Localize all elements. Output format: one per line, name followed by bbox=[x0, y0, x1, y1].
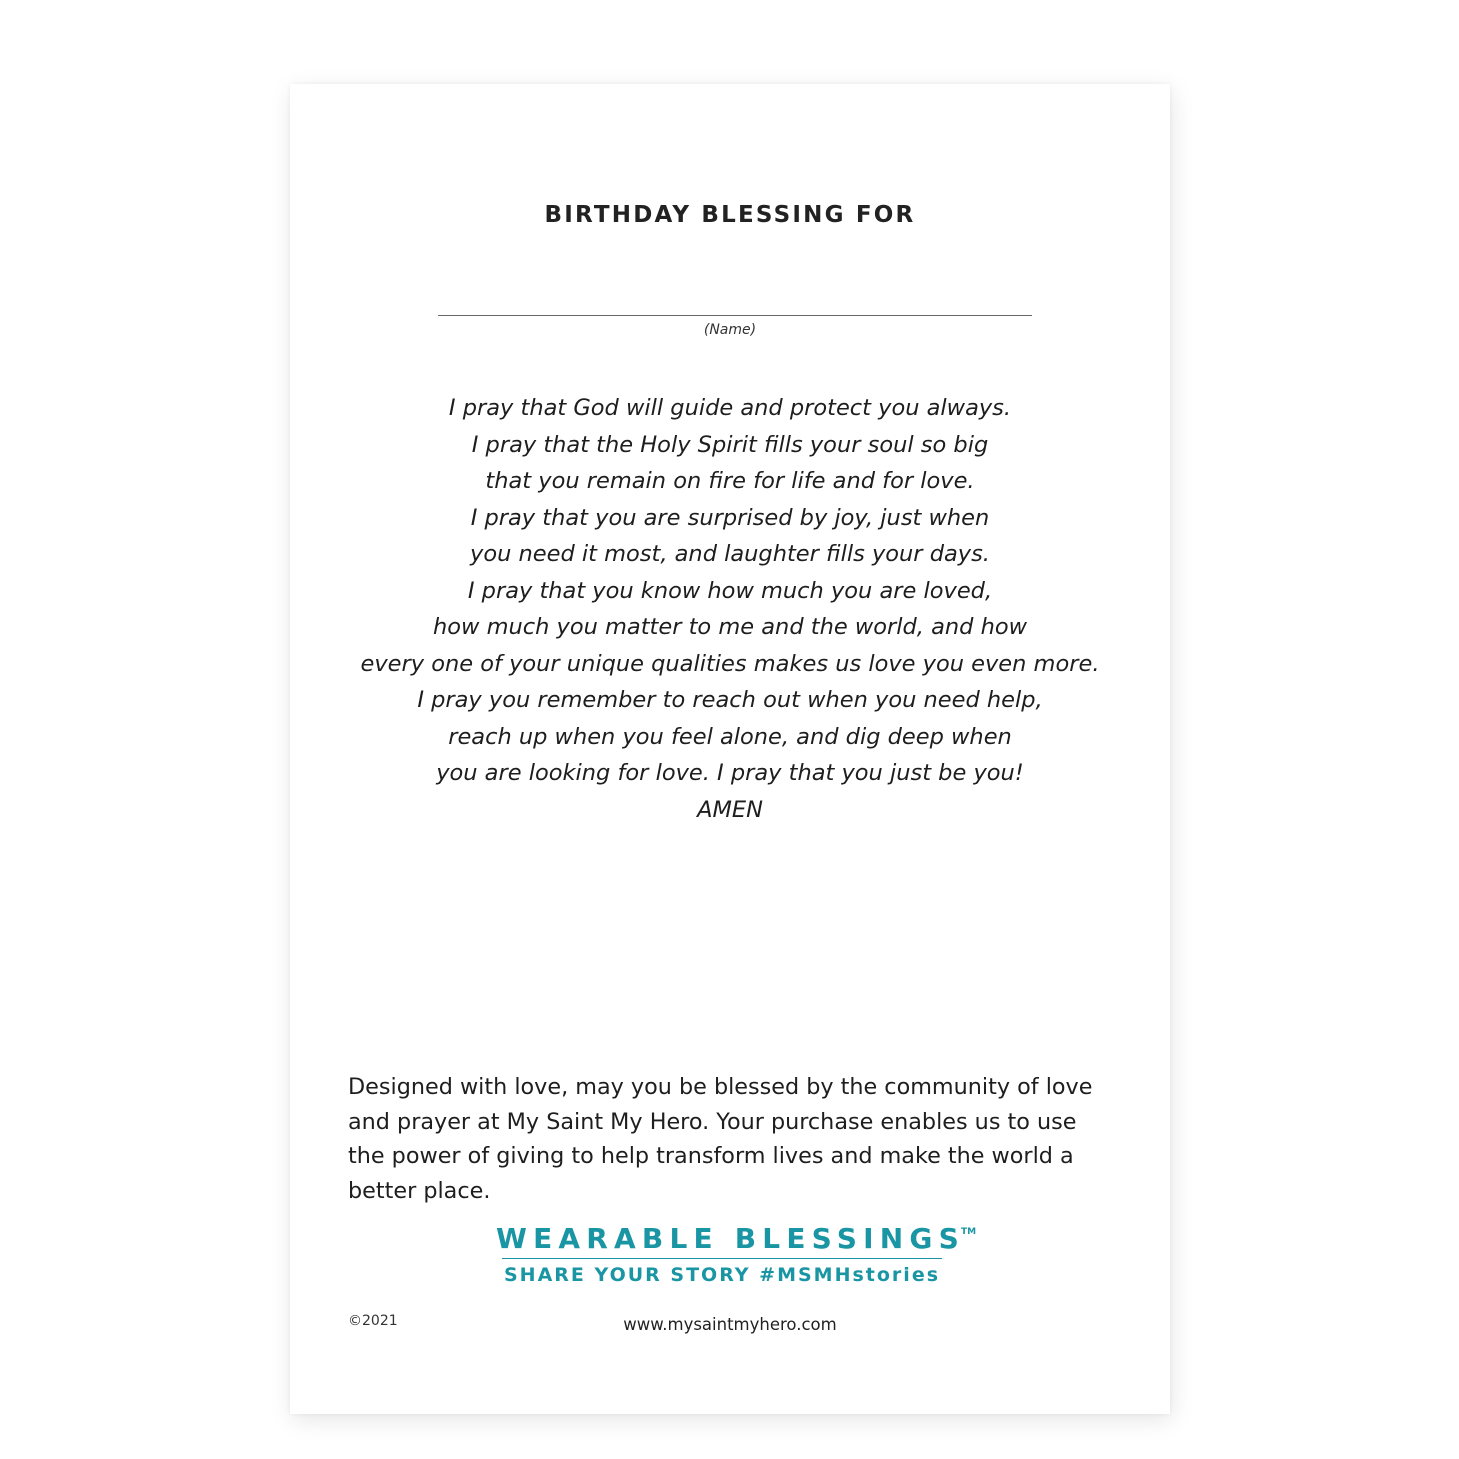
prayer-line: reach up when you feel alone, and dig deep when bbox=[448, 723, 1012, 750]
brand-name bbox=[496, 1222, 977, 1255]
prayer-line: you are looking for love. I pray that you just be you! bbox=[436, 760, 1024, 786]
prayer-line: I pray that God will guide and protect you always. bbox=[448, 395, 1012, 421]
copyright: ©2021 bbox=[348, 1313, 398, 1329]
prayer-line: I pray you remember to reach out when you need help, bbox=[417, 687, 1043, 713]
prayer-line: I pray that you are surprised by joy, just when bbox=[470, 504, 990, 531]
prayer-line: how much you matter to me and the world, and how bbox=[432, 614, 1027, 640]
about-paragraph bbox=[348, 1070, 1128, 1208]
brand-divider bbox=[502, 1258, 942, 1259]
name-blank-line bbox=[438, 315, 1032, 316]
trademark-mark: TM bbox=[960, 1227, 977, 1237]
brand-name-text: WEARABLE BLESSINGS bbox=[496, 1222, 965, 1255]
prayer-line: I pray that you know how much you are loved, bbox=[467, 577, 993, 604]
prayer-amen: AMEN bbox=[697, 796, 763, 823]
blessing-card bbox=[290, 84, 1170, 1414]
prayer-text bbox=[290, 390, 1170, 828]
prayer-line: you need it most, and laughter fills your days. bbox=[470, 541, 990, 567]
name-label: (Name) bbox=[703, 322, 757, 338]
card-title: BIRTHDAY BLESSING FOR bbox=[544, 202, 916, 228]
about-line: better place. bbox=[348, 1177, 491, 1204]
website-url: www.mysaintmyhero.com bbox=[623, 1315, 837, 1334]
brand-tagline: SHARE YOUR STORY #MSMHstories bbox=[503, 1264, 941, 1286]
prayer-line: that you remain on fire for life and for love. bbox=[485, 468, 975, 494]
about-line: the power of giving to help transform lives and make the world a bbox=[348, 1143, 1074, 1169]
brand-logo bbox=[496, 1222, 977, 1286]
prayer-line: I pray that the Holy Spirit fills your soul so big bbox=[471, 431, 989, 458]
about-line: and prayer at My Saint My Hero. Your purchase enables us to use bbox=[348, 1108, 1077, 1135]
prayer-line: every one of your unique qualities makes us love you even more. bbox=[360, 650, 1100, 677]
about-line: Designed with love, may you be blessed by the community of love bbox=[348, 1074, 1093, 1100]
